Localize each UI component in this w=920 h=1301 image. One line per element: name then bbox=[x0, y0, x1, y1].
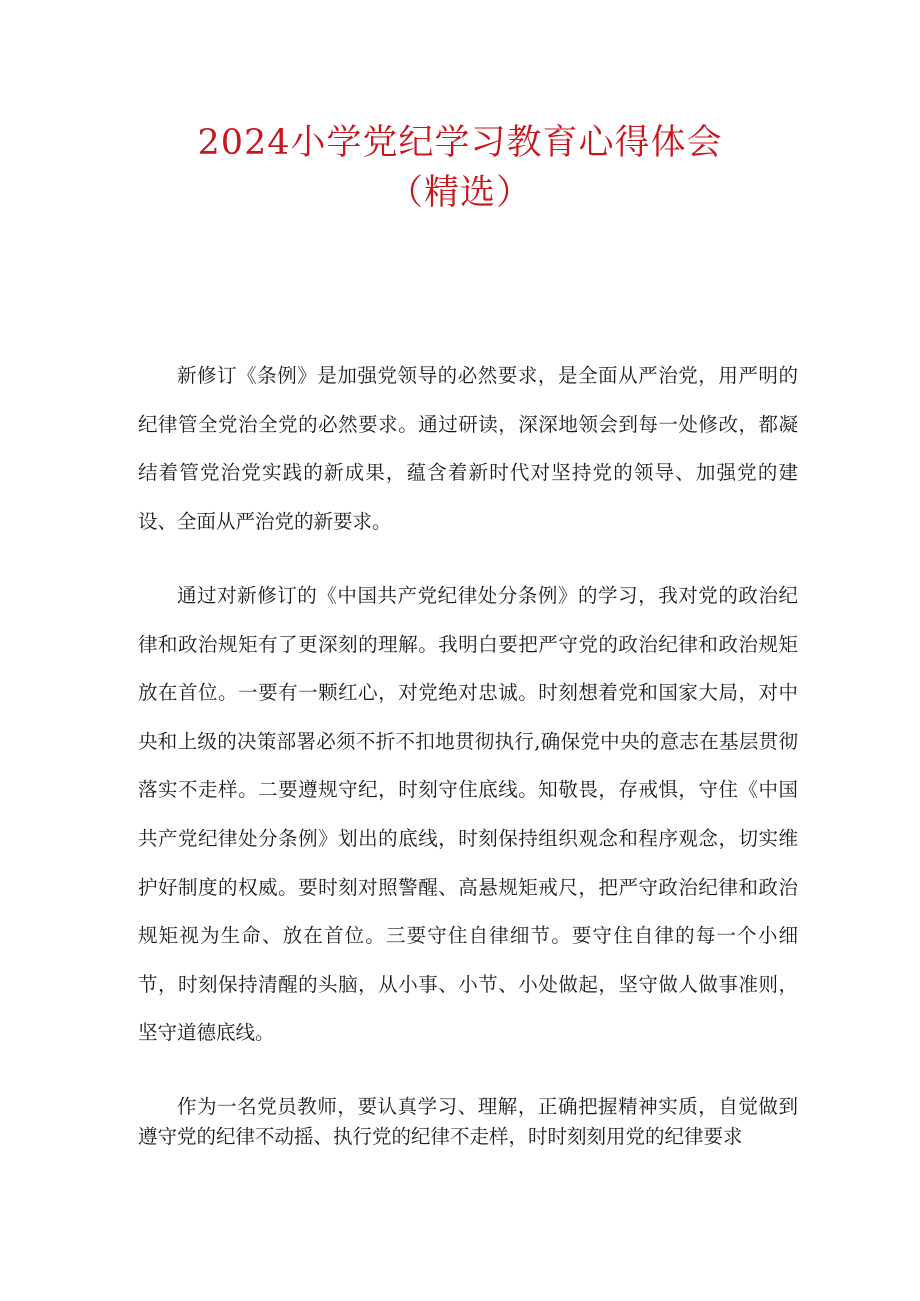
page-title: 2024小学党纪学习教育心得体会 bbox=[197, 123, 723, 163]
page-subtitle: （精选） bbox=[387, 173, 532, 213]
paragraph-1: 新修订《条例》是加强党领导的必然要求，是全面从严治党，用严明的纪律管全党治全党的必然要求。通过研读，深深地领会到每一处修改，都凝结着管党治党实践的新成果，蕴含着新时代对坚持党的领导、加强党的建设、全面从严治党的新要求。 bbox=[138, 364, 798, 533]
paragraph-2: 通过对新修订的《中国共产党纪律处分条例》的学习，我对党的政治纪律和政治规矩有了更深刻的理解。我明白要把严守党的政治纪律和政治规矩放在首位。一要有一颗红心，对党绝对忠诚。时刻想着党和国家大局，对中央和上级的决策部署必须不折不扣地贯彻执行,确保党中央的意志在基层贯彻落实不走样。二要遵规守纪，时刻守住底线。知敬畏，存戒惧，守住《中国共产党纪律处分条例》划出的底线，时刻保持组织观念和程序观念，切实维护好制度的权威。要时刻对照警醒、高悬规矩戒尺，把严守政治纪律和政治规矩视为生命、放在首位。三要守住自律细节。要守住自律的每一个小细节，时刻保持清醒的头脑，从小事、小节、小处做起，坚守做人做事准则，坚守道德底线。 bbox=[138, 584, 798, 1045]
paragraph-3: 作为一名党员教师，要认真学习、理解，正确把握精神实质，自觉做到遵守党的纪律不动摇、执行党的纪律不走样，时时刻刻用党的纪律要求 bbox=[138, 1095, 798, 1148]
